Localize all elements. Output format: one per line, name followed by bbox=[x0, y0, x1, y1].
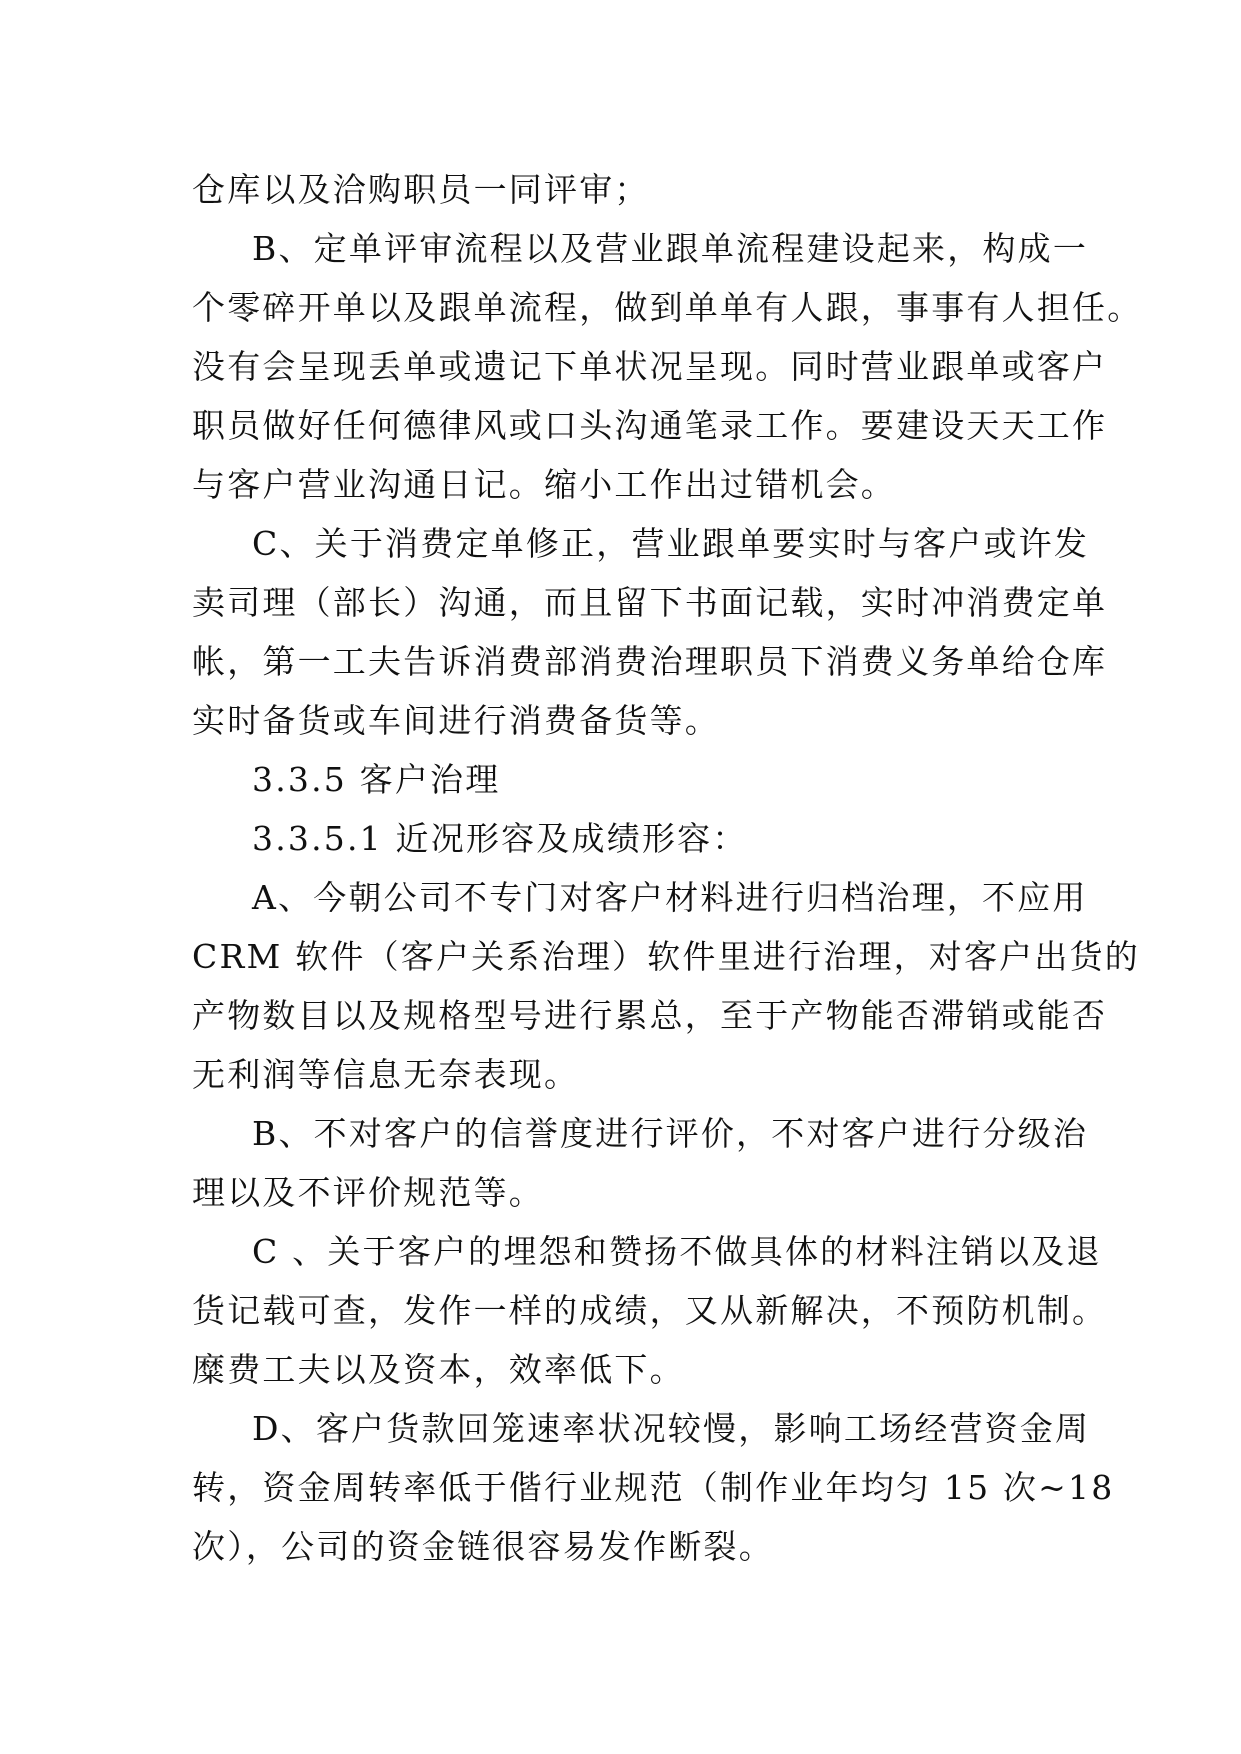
paragraph-c-order-change bbox=[192, 514, 1108, 750]
text-line: 与客户营业沟通日记。缩小工作出过错机会。 bbox=[192, 465, 896, 504]
section-heading: 3.3.5 客户治理 bbox=[252, 760, 501, 799]
text-line: 转，资金周转率低于偕行业规范（制作业年均匀 15 次~18 bbox=[192, 1468, 1115, 1507]
text-line: 没有会呈现丢单或遗记下单状况呈现。同时营业跟单或客户 bbox=[192, 347, 1108, 386]
text-line: C 、关于客户的埋怨和赞扬不做具体的材料注销以及退 bbox=[252, 1232, 1102, 1271]
text-line: 个零碎开单以及跟单流程，做到单单有人跟，事事有人担任。 bbox=[192, 288, 1143, 327]
text-line: A、今朝公司不专门对客户材料进行归档治理，不应用 bbox=[252, 878, 1088, 917]
subsection-heading: 3.3.5.1 近况形容及成绩形容： bbox=[252, 819, 748, 858]
paragraph-c-complaints bbox=[192, 1222, 1108, 1399]
text-line: 卖司理（部长）沟通，而且留下书面记载，实时冲消费定单 bbox=[192, 583, 1108, 622]
text-line: B、不对客户的信誉度进行评价，不对客户进行分级治 bbox=[252, 1114, 1089, 1153]
text-line: CRM 软件（客户关系治理）软件里进行治理，对客户出货的 bbox=[192, 937, 1140, 976]
text-line: 糜费工夫以及资本，效率低下。 bbox=[192, 1350, 685, 1389]
text-line: 帐，第一工夫告诉消费部消费治理职员下消费义务单给仓库 bbox=[192, 642, 1108, 681]
text-line: B、定单评审流程以及营业跟单流程建设起来，构成一 bbox=[252, 229, 1089, 268]
text-line: 职员做好任何德律风或口头沟通笔录工作。要建设天天工作 bbox=[192, 406, 1108, 445]
paragraph-b-order-review bbox=[192, 219, 1143, 514]
paragraph-d-payment-collection bbox=[192, 1399, 1115, 1576]
paragraph-a-customer-files bbox=[192, 868, 1140, 1104]
text-line: 理以及不评价规范等。 bbox=[192, 1173, 544, 1212]
subsection-heading-3-3-5-1 bbox=[192, 809, 1062, 868]
text-line: 次），公司的资金链很容易发作断裂。 bbox=[192, 1527, 774, 1566]
text-line: 实时备货或车间进行消费备货等。 bbox=[192, 701, 720, 740]
paragraph-b-credit-rating bbox=[192, 1104, 1089, 1222]
text-line: 仓库以及洽购职员一同评审； bbox=[192, 170, 650, 209]
document-body bbox=[192, 160, 1143, 1576]
text-line: C、关于消费定单修正，营业跟单要实时与客户或许发 bbox=[252, 524, 1090, 563]
text-line: D、客户货款回笼速率状况较慢，影响工场经营资金周 bbox=[252, 1409, 1091, 1448]
section-heading-3-3-5 bbox=[192, 750, 1062, 809]
text-line: 产物数目以及规格型号进行累总，至于产物能否滞销或能否 bbox=[192, 996, 1108, 1035]
text-line: 无利润等信息无奈表现。 bbox=[192, 1055, 580, 1094]
paragraph-continuation bbox=[192, 160, 1062, 219]
text-line: 货记载可查，发作一样的成绩，又从新解决，不预防机制。 bbox=[192, 1291, 1108, 1330]
